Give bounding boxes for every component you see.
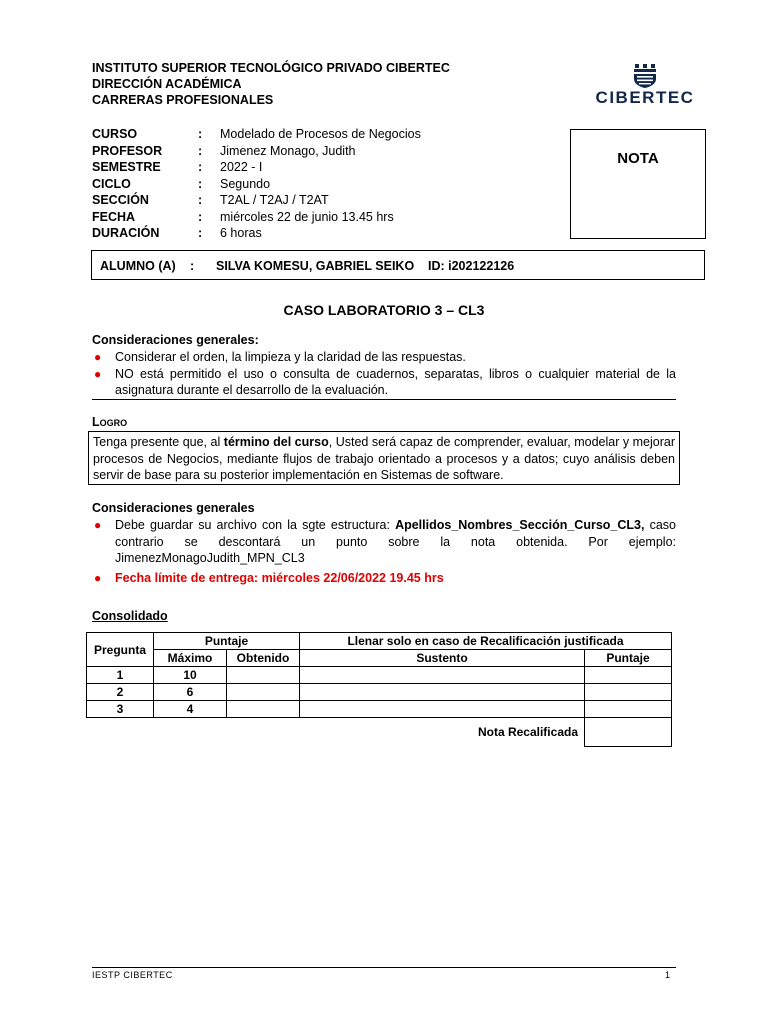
header-recalificacion: Llenar solo en caso de Recalificación justificada <box>300 633 672 650</box>
header-pregunta: Pregunta <box>87 633 154 667</box>
table-subheader-row <box>87 650 672 667</box>
cell-maximo: 10 <box>154 667 227 684</box>
list-item-text-start: Debe guardar su archivo con la sgte estructura: <box>115 518 396 532</box>
cell-obtenido[interactable] <box>227 667 300 684</box>
logo-wordmark: CIBERTEC <box>595 88 695 107</box>
info-value: Modelado de Procesos de Negocios <box>220 127 421 141</box>
info-row-profesor <box>92 143 421 160</box>
info-label: CICLO <box>92 176 131 191</box>
student-id: ID: i202122126 <box>428 259 515 273</box>
bullet-icon: ● <box>94 518 102 532</box>
info-separator: : <box>198 160 203 174</box>
list-item <box>92 366 676 399</box>
logro-text-emphasis: término del curso <box>223 435 329 449</box>
list-item-text: NO está permitido el uso o consulta de cuadernos, separatas, libros o cualquier material de la asignatura durante el desarrollo de la evaluación. <box>115 366 676 397</box>
grade-box <box>570 129 706 239</box>
info-value: miércoles 22 de junio 13.45 hrs <box>220 209 394 224</box>
student-separator: : <box>190 259 195 273</box>
institution-name: INSTITUTO SUPERIOR TECNOLÓGICO PRIVADO CIBERTEC <box>92 61 450 75</box>
table-row <box>87 684 672 701</box>
professional-careers: CARRERAS PROFESIONALES <box>92 93 274 107</box>
case-title: CASO LABORATORIO 3 – CL3 <box>283 302 485 318</box>
info-value: Segundo <box>220 176 271 191</box>
institution-header <box>92 60 450 108</box>
nota-recalificada-label: Nota Recalificada <box>477 725 578 740</box>
header-obtenido: Obtenido <box>227 650 300 667</box>
info-label: FECHA <box>92 209 136 224</box>
submission-considerations-list <box>92 517 676 586</box>
logro-text-end: , Usted será capaz de comprender, evaluar, modelar y mejorar procesos de Negocios, mediante flujos de trabajo orientado a procesos y a datos; cuyo análisis deben servir de base para su posterior implementación en Sistemas de software. <box>93 435 675 482</box>
info-label: PROFESOR <box>92 143 163 158</box>
info-value: T2AL / T2AJ / T2AT <box>220 193 329 207</box>
grade-box-title: NOTA <box>617 150 659 167</box>
footer-divider <box>92 967 676 968</box>
cell-maximo: 4 <box>154 701 227 718</box>
cell-pregunta: 2 <box>87 684 154 701</box>
student-box <box>91 250 705 280</box>
info-label: SEMESTRE <box>92 160 161 174</box>
page-number: 1 <box>665 970 671 980</box>
info-separator: : <box>198 143 203 158</box>
info-row-duracion <box>92 225 421 242</box>
cell-sustento[interactable] <box>300 684 585 701</box>
header-maximo: Máximo <box>154 650 227 667</box>
info-separator: : <box>198 127 203 141</box>
consolidado-table <box>86 632 672 747</box>
table-header-row <box>87 633 672 650</box>
info-value: Jimenez Monago, Judith <box>220 143 356 158</box>
info-row-fecha <box>92 209 421 226</box>
nota-recalificada-row <box>87 718 672 747</box>
info-label: SECCIÓN <box>92 193 149 207</box>
cell-pregunta: 3 <box>87 701 154 718</box>
info-row-seccion <box>92 192 421 209</box>
cell-sustento[interactable] <box>300 701 585 718</box>
cell-pregunta: 1 <box>87 667 154 684</box>
nota-recalificada-cell[interactable] <box>585 718 672 747</box>
info-label: DURACIÓN <box>92 226 160 240</box>
header-sustento: Sustento <box>300 650 585 667</box>
consolidado-heading: Consolidado <box>92 609 168 623</box>
list-item <box>92 349 676 366</box>
info-separator: : <box>198 209 203 224</box>
list-item <box>92 517 676 567</box>
bullet-icon: ● <box>94 350 102 364</box>
submission-considerations-heading: Consideraciones generales <box>92 501 255 515</box>
logro-box <box>88 431 680 485</box>
footer-institution: IESTP CIBERTEC <box>92 970 173 980</box>
cell-obtenido[interactable] <box>227 701 300 718</box>
logro-heading: Logro <box>92 415 128 429</box>
cell-puntaje-recal[interactable] <box>585 684 672 701</box>
course-info <box>92 126 421 242</box>
cell-puntaje-recal[interactable] <box>585 701 672 718</box>
bullet-icon: ● <box>94 366 102 381</box>
cell-puntaje-recal[interactable] <box>585 667 672 684</box>
logro-text-start: Tenga presente que, al <box>93 435 224 449</box>
section-divider <box>92 399 676 400</box>
table-row <box>87 667 672 684</box>
deadline-text: Fecha límite de entrega: miércoles 22/06/2022 19.45 hrs <box>115 570 444 585</box>
student-name: SILVA KOMESU, GABRIEL SEIKO <box>216 259 415 273</box>
general-considerations-heading: Consideraciones generales: <box>92 333 259 347</box>
header-puntaje: Puntaje <box>154 633 300 650</box>
general-considerations-list <box>92 349 676 399</box>
info-row-semestre <box>92 159 421 176</box>
cibertec-logo <box>594 62 696 108</box>
info-separator: : <box>198 176 203 191</box>
cibertec-crest-icon <box>594 62 696 90</box>
academic-direction: DIRECCIÓN ACADÉMICA <box>92 77 242 91</box>
cell-sustento[interactable] <box>300 667 585 684</box>
student-label: ALUMNO (A) <box>100 259 176 273</box>
header-puntaje-recal: Puntaje <box>585 650 672 667</box>
list-item-text: Considerar el orden, la limpieza y la claridad de las respuestas. <box>115 350 466 364</box>
info-separator: : <box>198 226 203 240</box>
cell-maximo: 6 <box>154 684 227 701</box>
info-row-ciclo <box>92 176 421 193</box>
table-row <box>87 701 672 718</box>
list-item <box>92 570 676 587</box>
file-name-pattern: Apellidos_Nombres_Sección_Curso_CL3, <box>395 518 645 532</box>
info-value: 2022 - I <box>220 160 263 174</box>
info-value: 6 horas <box>220 226 262 240</box>
cell-obtenido[interactable] <box>227 684 300 701</box>
info-row-curso <box>92 126 421 143</box>
list-item-text-end: caso contrario se descontará un punto sobre la nota obtenida. Por ejemplo: JimenezMonagoJudith_MPN_CL3 <box>115 518 676 565</box>
info-label: CURSO <box>92 127 138 141</box>
info-separator: : <box>198 193 203 207</box>
bullet-icon: ● <box>94 570 102 585</box>
